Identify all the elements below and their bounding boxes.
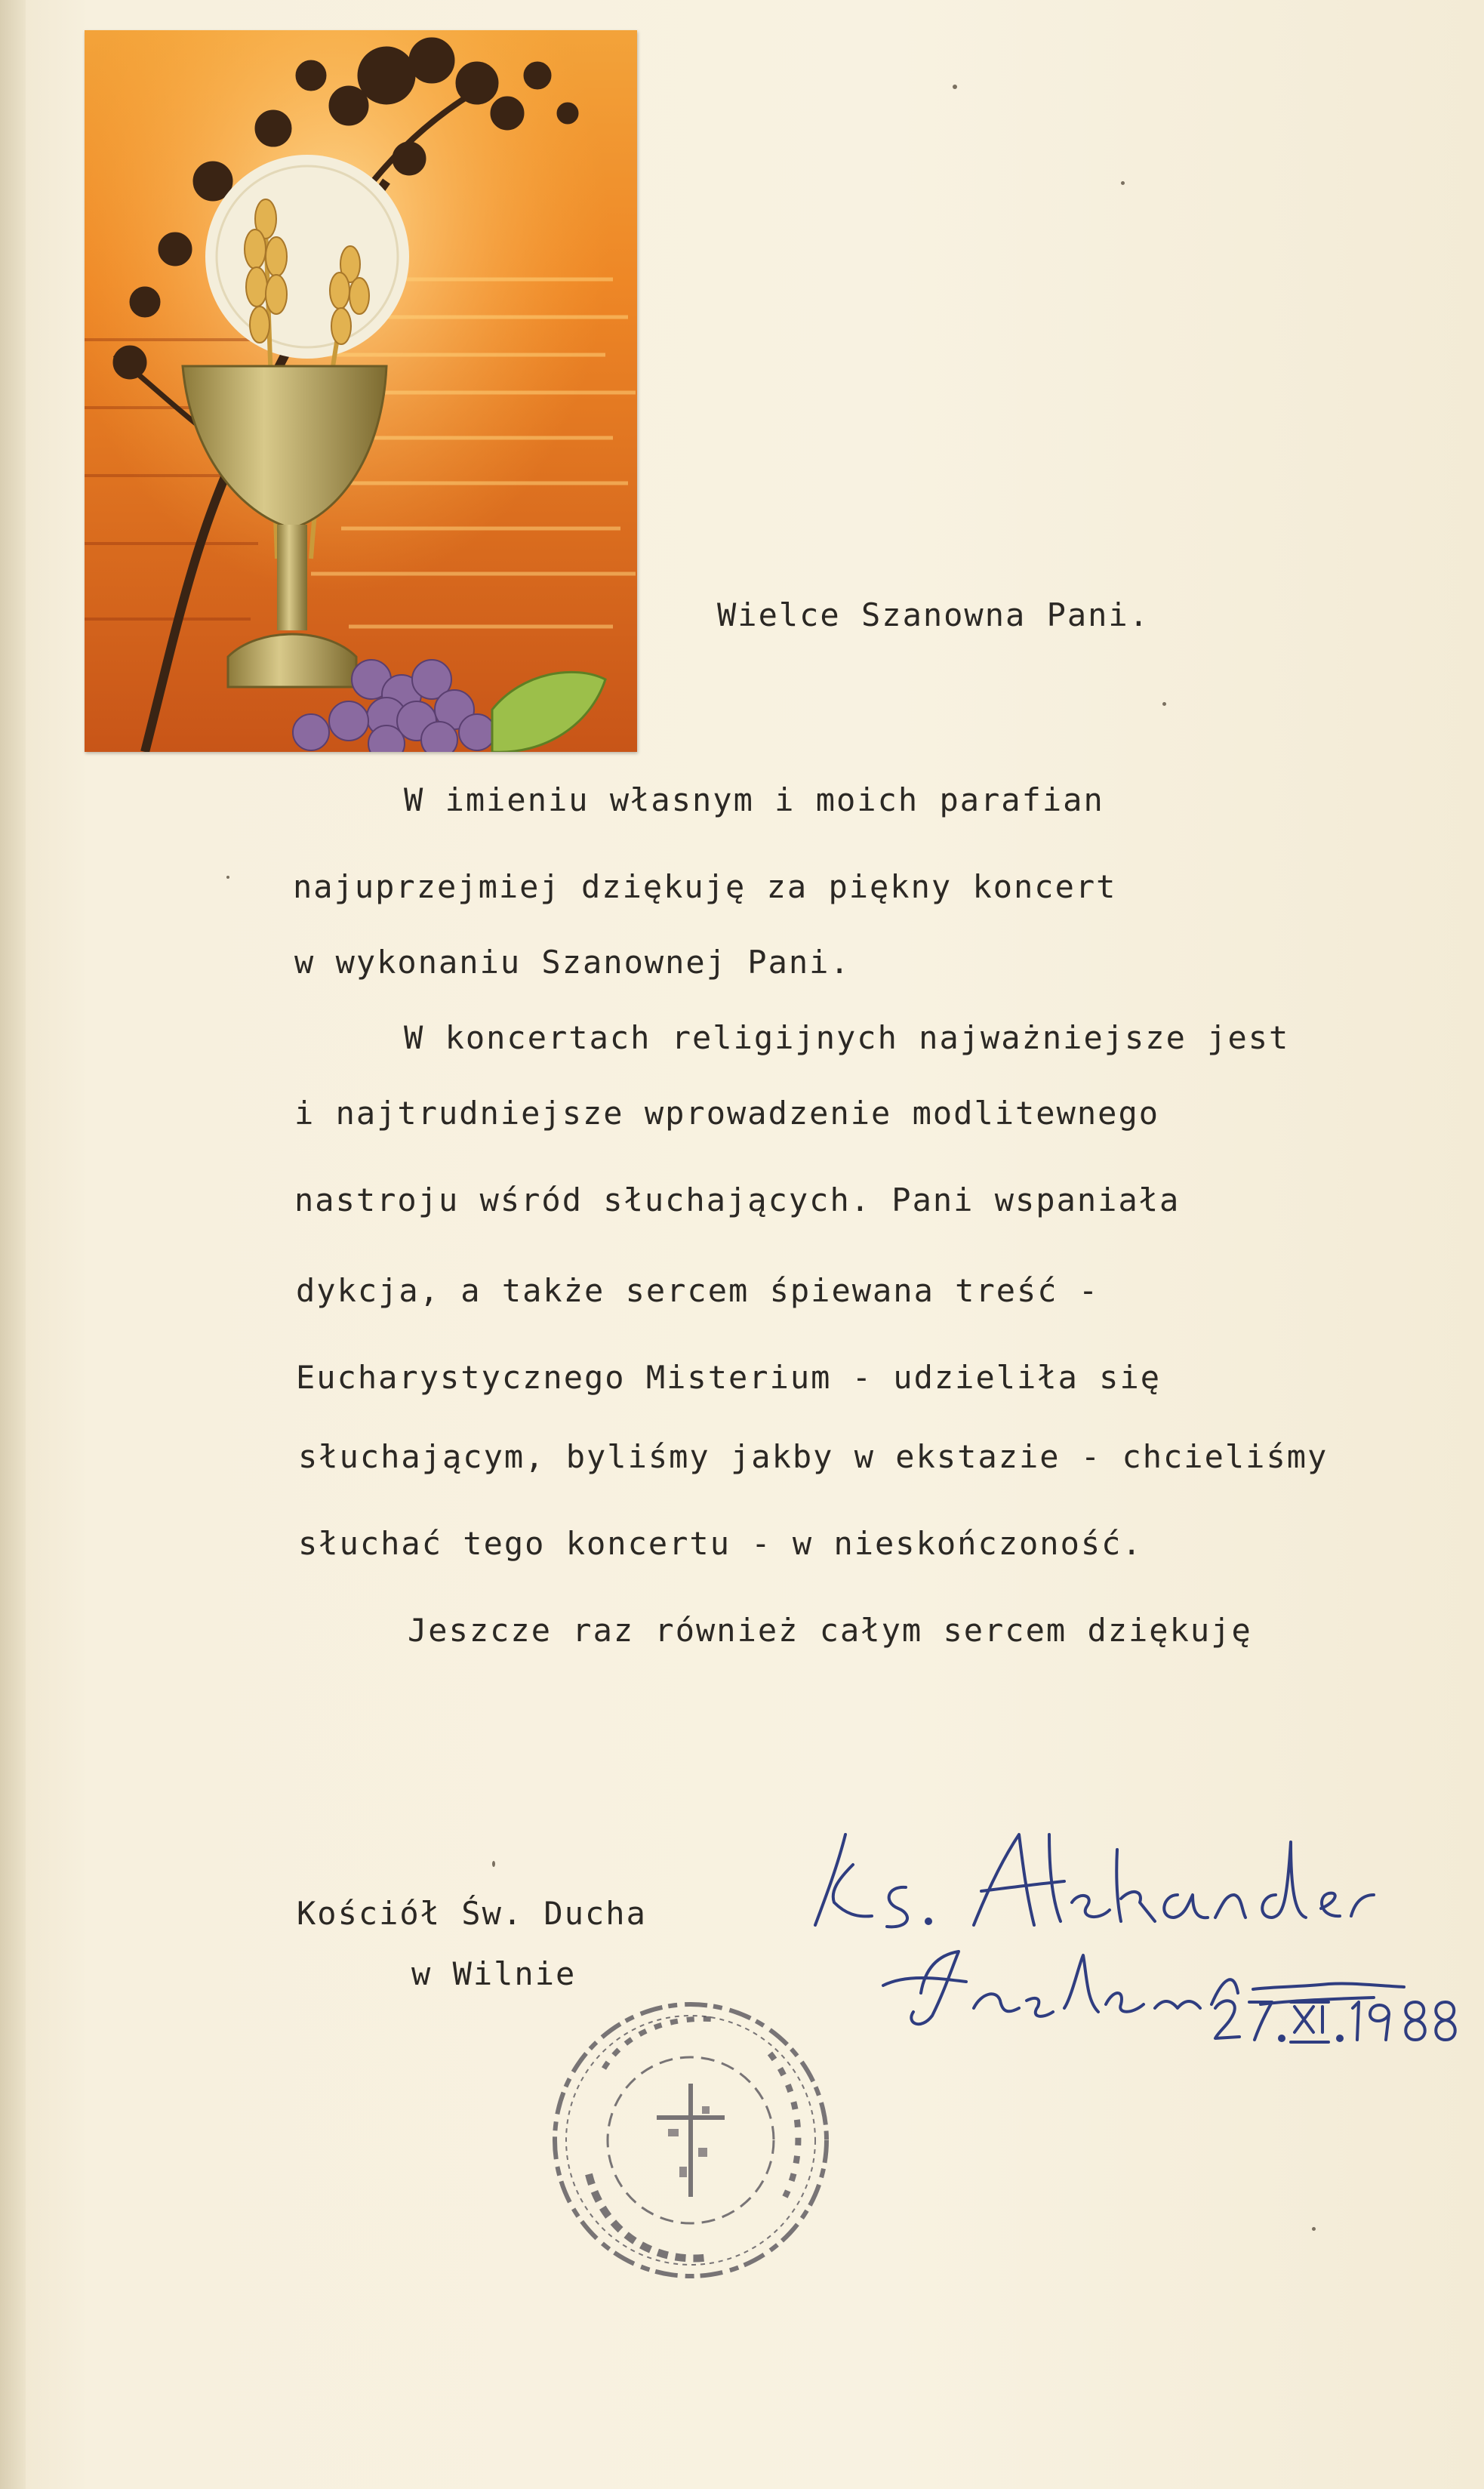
paper-speck xyxy=(1162,702,1166,706)
paper-speck xyxy=(492,1861,495,1867)
body-line-2: najuprzejmiej dziękuję za piękny koncert xyxy=(293,868,1117,905)
body-line-3: w wykonaniu Szanownej Pani. xyxy=(294,944,851,981)
body-line-8: Eucharystycznego Misterium - udzieliła się xyxy=(296,1359,1162,1396)
body-line-10: słuchać tego koncertu - w nieskończoność. xyxy=(298,1525,1143,1562)
body-line-11: Jeszcze raz również całym sercem dziękuję xyxy=(408,1612,1252,1649)
paper-speck xyxy=(1121,181,1125,185)
sender-line-1: Kościół Św. Ducha xyxy=(297,1895,647,1932)
eucharist-picture-card xyxy=(85,30,637,752)
body-line-5: i najtrudniejsze wprowadzenie modlitewnego xyxy=(294,1095,1160,1132)
paper-speck xyxy=(1312,2227,1316,2231)
sender-line-2: w Wilnie xyxy=(411,1955,577,1992)
eucharist-illustration xyxy=(85,30,637,752)
parish-stamp-seal xyxy=(543,1985,845,2287)
body-line-9: słuchającym, byliśmy jakby w ekstazie - chcieliśmy xyxy=(298,1438,1329,1475)
paper-speck xyxy=(226,876,229,879)
page-gutter xyxy=(0,0,26,2489)
salutation: Wielce Szanowna Pani. xyxy=(717,596,1150,633)
paper-speck xyxy=(953,85,957,89)
handwritten-date xyxy=(1208,1985,1464,2053)
body-line-6: nastroju wśród słuchających. Pani wspaniała xyxy=(294,1181,1181,1218)
body-line-1: W imieniu własnym i moich parafian xyxy=(404,781,1104,818)
body-line-7: dykcja, a także sercem śpiewana treść - xyxy=(296,1272,1100,1309)
body-line-4: W koncertach religijnych najważniejsze jest xyxy=(404,1019,1290,1056)
